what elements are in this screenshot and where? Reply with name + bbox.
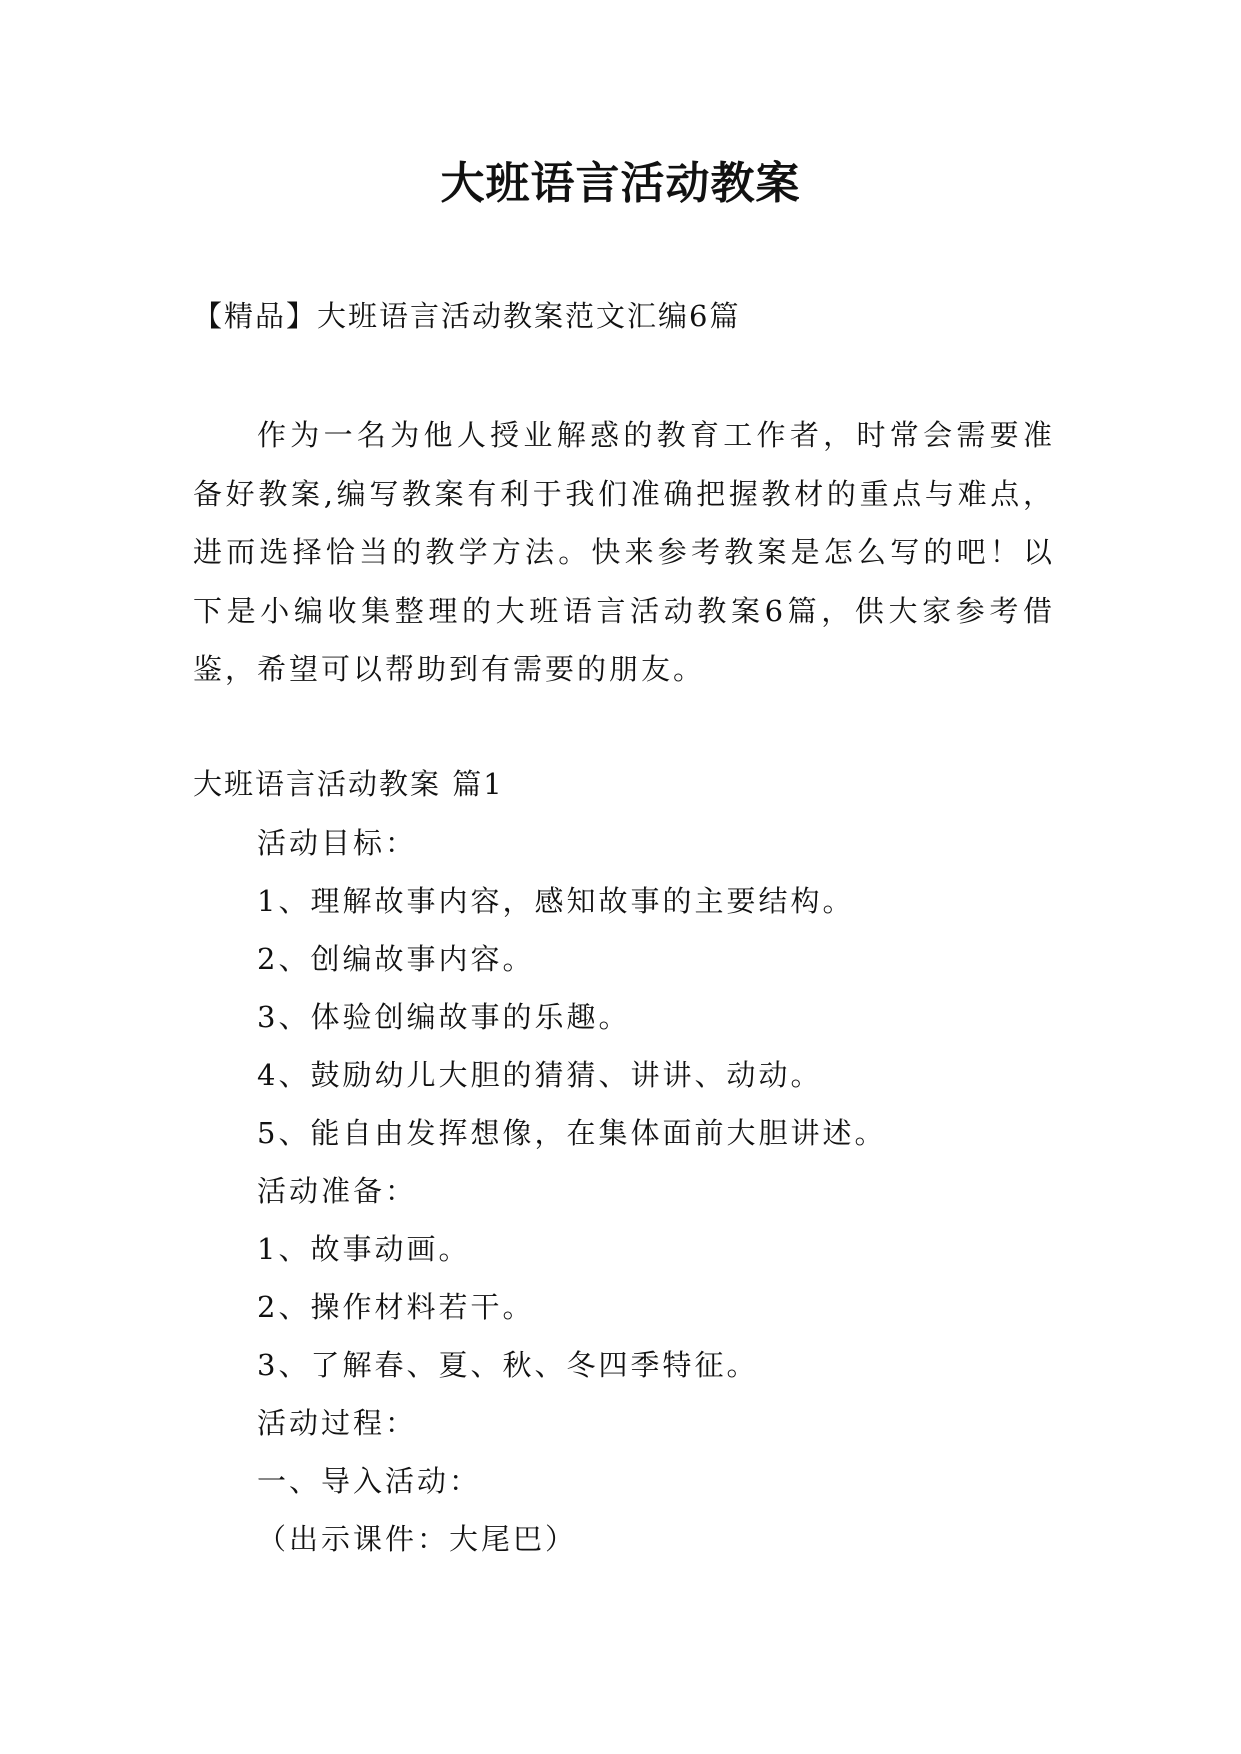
body-line: 一、导入活动： [257, 1464, 482, 1498]
intro-paragraph: 作为一名为他人授业解惑的教育工作者，时常会需要准备好教案,编写教案有利于我们准确把握教材的重点与难点，进而选择恰当的教学方法。快来参考教案是怎么写的吧！以下是小编收集整理的大班语言活动教案6篇，供大家参考借鉴，希望可以帮助到有需要的朋友。 [193, 418, 1055, 686]
section-heading: 大班语言活动教案 篇1 [193, 767, 504, 801]
body-line: 3、体验创编故事的乐趣。 [257, 1000, 631, 1034]
body-line: 3、了解春、夏、秋、冬四季特征。 [257, 1348, 759, 1382]
body-line: 4、鼓励幼儿大胆的猜猜、讲讲、动动。 [257, 1058, 823, 1092]
body-line: 2、操作材料若干。 [257, 1290, 535, 1324]
body-line: 1、故事动画。 [257, 1232, 471, 1266]
lesson-plan-lines [257, 823, 886, 1577]
body-line: （出示课件：大尾巴） [257, 1522, 578, 1556]
document-title: 大班语言活动教案 [440, 158, 801, 209]
body-line: 活动目标： [257, 826, 418, 860]
body-line: 5、能自由发挥想像，在集体面前大胆讲述。 [257, 1116, 887, 1150]
document-subtitle: 【精品】大班语言活动教案范文汇编6篇 [193, 299, 741, 333]
body-line: 1、理解故事内容，感知故事的主要结构。 [257, 884, 855, 918]
body-line: 2、创编故事内容。 [257, 942, 535, 976]
body-line: 活动过程： [257, 1406, 418, 1440]
body-line: 活动准备： [257, 1174, 418, 1208]
